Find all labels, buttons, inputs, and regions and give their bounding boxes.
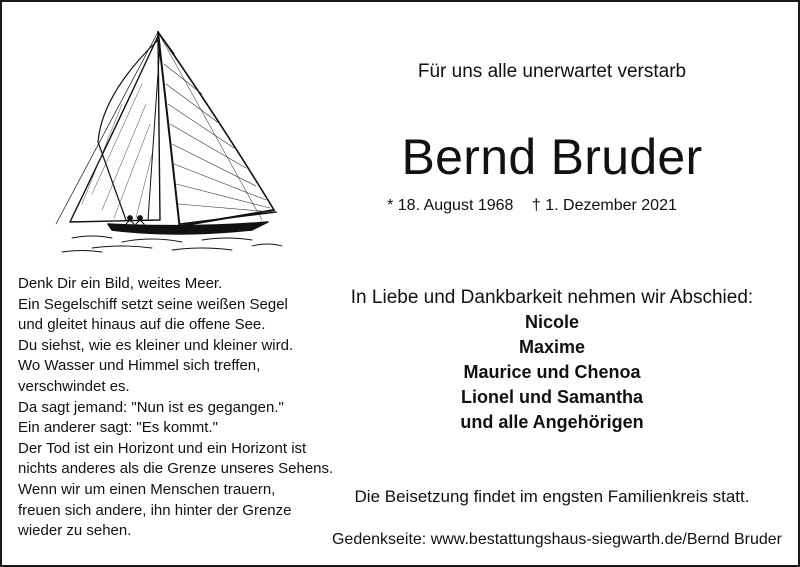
life-dates [302,195,762,217]
poem-line: wieder zu sehen. [18,522,132,540]
poem-line: Wenn wir um einen Menschen trauern, [18,480,276,498]
death-date: † 1. Dezember 2021 [531,197,677,214]
mourner-name: Lionel und Samantha [460,387,643,407]
poem-line: Ein anderer sagt: "Es kommt." [18,419,218,437]
poem-line: nichts anderes als die Grenze unseres Sehens. [18,460,334,478]
poem-line: verschwindet es. [18,377,130,395]
mourner-name: Maurice und Chenoa [463,362,641,382]
poem-line: Der Tod ist ein Horizont und ein Horizont ist [18,439,307,457]
poem-line: Wo Wasser und Himmel sich treffen, [18,357,261,375]
poem-line: Du siehst, wie es kleiner und kleiner wird. [18,336,294,354]
memorial-page-link: Gedenkseite: www.bestattungshaus-siegwarth.de/Bernd Bruder [331,531,782,548]
mourner-name: Maxime [518,337,586,357]
mourners-list [322,310,782,435]
poem-line: Denk Dir ein Bild, weites Meer. [18,275,223,292]
poem-line: Da sagt jemand: "Nun ist es gegangen." [18,398,284,416]
poem-line: und gleitet hinaus auf die offene See. [18,316,266,334]
farewell-text: In Liebe und Dankbarkeit nehmen wir Abschied: [350,287,754,308]
poem-line: Ein Segelschiff setzt seine weißen Segel [18,295,288,313]
birth-date: * 18. August 1968 [387,197,514,214]
poem [18,274,348,542]
mourner-name: und alle Angehörigen [460,412,644,432]
deceased-name: Bernd Bruder [401,129,703,185]
poem-line: freuen sich andere, ihn hinter der Grenze [18,501,292,519]
intro-text: Für uns alle unerwartet verstarb [417,61,687,82]
mourner-name: Nicole [524,312,580,332]
sailboat-icon [52,24,292,259]
burial-notice: Die Beisetzung findet im engsten Familienkreis statt. [354,487,750,506]
